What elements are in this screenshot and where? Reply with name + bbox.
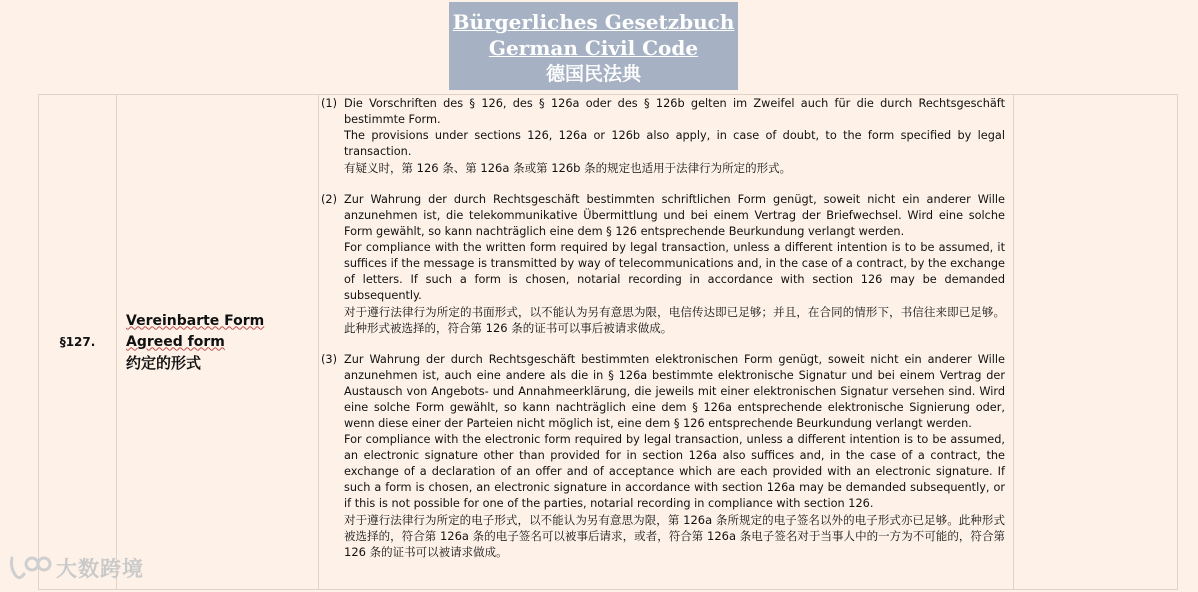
empty-column bbox=[1014, 95, 1178, 590]
section-row bbox=[39, 95, 1178, 590]
code-title-chinese: 德国民法典 bbox=[545, 63, 641, 85]
paragraph-number: (3) bbox=[321, 353, 338, 366]
section-title-cell bbox=[117, 95, 319, 590]
watermark-logo-icon bbox=[8, 554, 52, 582]
paragraph-2 bbox=[319, 192, 1005, 336]
section-number: §127. bbox=[39, 95, 117, 590]
paragraph-number: (2) bbox=[321, 193, 338, 206]
paragraph-3 bbox=[319, 352, 1005, 560]
section-title-english: Agreed form bbox=[126, 333, 225, 350]
section-body bbox=[319, 95, 1014, 590]
paragraph-text-english: For compliance with the electronic form required by legal transaction, unless a different intention is to be assumed, an electronic signature other than provided for in section 126a also suffices and, in the case of a contract, the exchange of a declaration of an offer and of acceptance which are each provided with an electronic signature. If such a form is chosen, an electronic signature in accordance with section 126a may be demanded subsequently, or if this is not possible for one of the parties, notarial recording in compliance with section 126. bbox=[344, 433, 1005, 510]
paragraph-number: (1) bbox=[321, 97, 338, 110]
code-title-banner bbox=[449, 2, 738, 90]
statute-table bbox=[38, 94, 1178, 590]
watermark-text: 大数跨境 bbox=[56, 557, 144, 581]
paragraph-text-german: Zur Wahrung der durch Rechtsgeschäft bestimmten elektronischen Form genügt, soweit nicht ein anderer Wille anzunehmen ist, auch eine andere als die in § 126a bestimmte elektronische Signatur und bei einem Vertrag der Austausch von Angebots- und Annahmeerklärung, die jeweils mit einer elektronischen Signatur versehen sind. Wird eine solche Form gewählt, so kann nachträglich eine dem § 126a entsprechende elektronische Signierung oder, wenn diese einer der Parteien nicht möglich ist, eine dem § 126 entsprechende Beurkundung verlangt werden. bbox=[344, 353, 1005, 430]
paragraph-1 bbox=[319, 96, 1005, 176]
paragraph-text-english: For compliance with the written form required by legal transaction, unless a different intention is to be assumed, it suffices if the message is transmitted by way of telecommunications and, in the case of a contract, by the exchange of letters. If such a form is chosen, notarial recording in accordance with section 126 may be demanded subsequently. bbox=[344, 241, 1005, 302]
paragraph-text-chinese: 有疑义时，第 126 条、第 126a 条或第 126b 条的规定也适用于法律行为所定的形式。 bbox=[344, 161, 792, 175]
paragraph-text-german: Die Vorschriften des § 126, des § 126a oder des § 126b gelten im Zweifel auch für die durch Rechtsgeschäft bestimmte Form. bbox=[344, 97, 1005, 126]
paragraph-text-english: The provisions under sections 126, 126a or 126b also apply, in case of doubt, to the form specified by legal transaction. bbox=[344, 129, 1005, 158]
code-title-english: German Civil Code bbox=[488, 36, 699, 60]
section-title-german: Vereinbarte Form bbox=[126, 312, 265, 329]
paragraph-text-german: Zur Wahrung der durch Rechtsgeschäft bestimmten schriftlichen Form genügt, soweit nicht ein anderer Wille anzunehmen ist, die telekommunikative Übermittlung und bei einem Vertrag der Briefwechsel. Wird eine solche Form gewählt, so kann nachträglich eine dem § 126 entsprechende Beurkundung verlangt werden. bbox=[344, 193, 1005, 238]
code-title-german: Bürgerliches Gesetzbuch bbox=[452, 10, 735, 34]
watermark bbox=[8, 553, 144, 583]
paragraph-text-chinese: 对于遵行法律行为所定的书面形式，以不能认为另有意思为限，电信传达即已足够；并且，在合同的情形下，书信往来即已足够。此种形式被选择的，符合第 126 条的证书可以事后被请求做成。 bbox=[344, 305, 1005, 335]
section-title-chinese: 约定的形式 bbox=[126, 353, 202, 372]
paragraph-text-chinese: 对于遵行法律行为所定的电子形式，以不能认为另有意思为限，第 126a 条所规定的电子签名以外的电子形式亦已足够。此种形式被选择的，符合第 126a 条的电子签名可以被事后请求，或者，符合第 126a 条电子签名对于当事人中的一方为不可能的，符合第 126 条的证书可以被请求做成。 bbox=[344, 513, 1005, 559]
